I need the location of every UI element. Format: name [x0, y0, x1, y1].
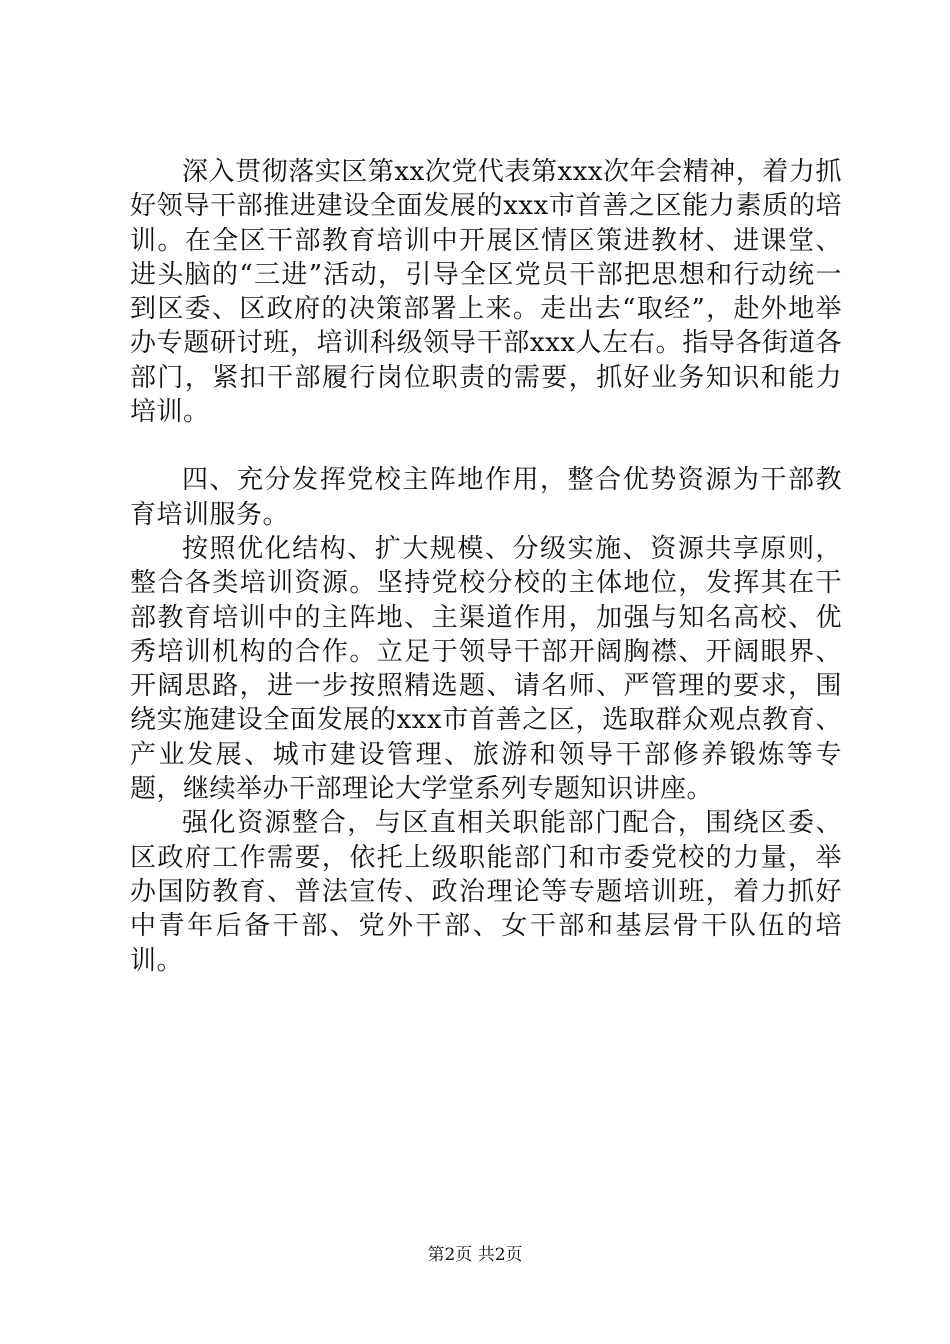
paragraph-strengthen-resources: 强化资源整合，与区直相关职能部门配合，围绕区委、区政府工作需要，依托上级职能部门和市委党校的力量，举办国防教育、普法宣传、政治理论等专题培训班，着力抓好中青年后备干部、党外干部、女干部和基层骨干队伍的培训。: [130, 808, 842, 976]
section-heading-four: 四、充分发挥党校主阵地作用，整合优势资源为干部教育培训服务。: [130, 465, 842, 530]
paragraph-training-implementation: 深入贯彻落实区第xx次党代表第xxx次年会精神，着力抓好领导干部推进建设全面发展的xxx市首善之区能力素质的培训。在全区干部教育培训中开展区情区策进教材、进课堂、进头脑的“三进”活动，引导全区党员干部把思想和行动统一到区委、区政府的决策部署上来。走出去“取经”，赴外地举办专题研讨班，培训科级领导干部xxx人左右。指导各街道各部门，紧扣干部履行岗位职责的需要，抓好业务知识和能力培训。: [130, 157, 842, 428]
document-body: [130, 155, 842, 978]
paragraph-resource-integration: 按照优化结构、扩大规模、分级实施、资源共享原则，整合各类培训资源。坚持党校分校的主体地位，发挥其在干部教育培训中的主阵地、主渠道作用，加强与知名高校、优秀培训机构的合作。立足于领导干部开阔胸襟、开阔眼界、开阔思路，进一步按照精选题、请名师、严管理的要求，围绕实施建设全面发展的xxx市首善之区，选取群众观点教育、产业发展、城市建设管理、旅游和领导干部修养锻炼等专题，继续举办干部理论大学堂系列专题知识讲座。: [130, 533, 842, 805]
page-number-footer: 第2页 共2页: [427, 1245, 523, 1265]
